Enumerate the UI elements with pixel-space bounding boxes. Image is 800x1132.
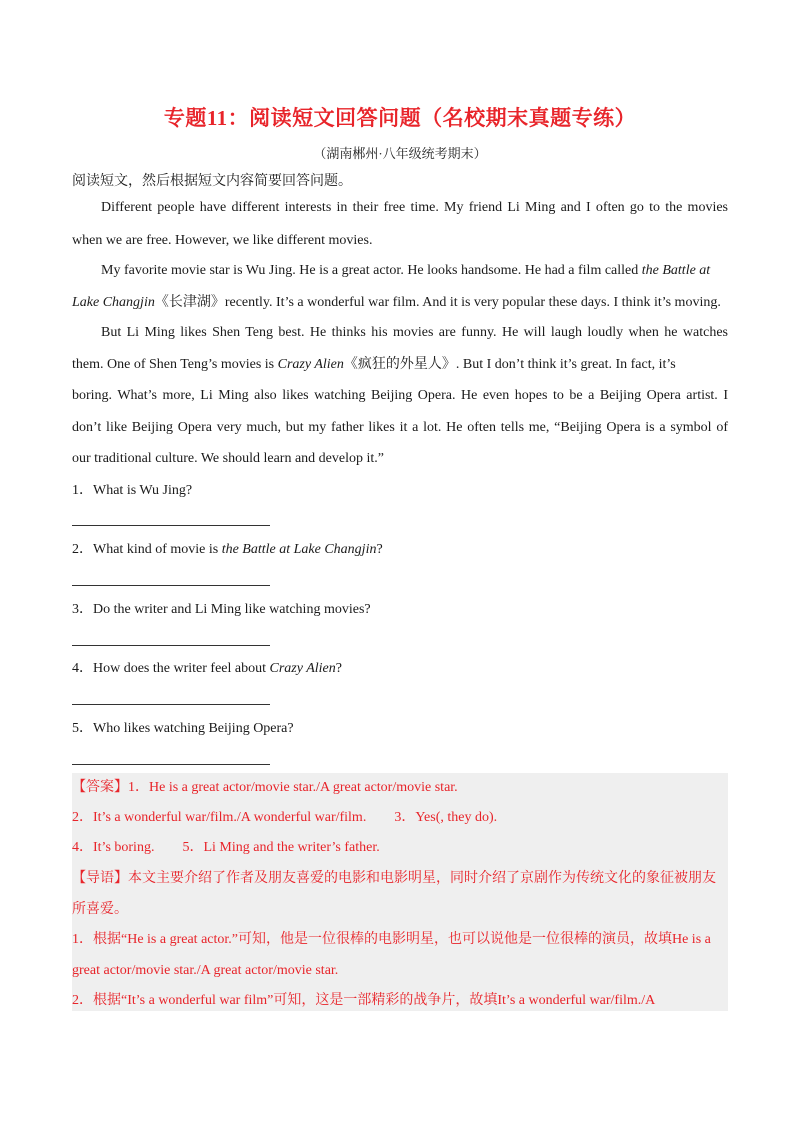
guide-label: 【导语】 (72, 871, 128, 886)
passage-line: our traditional culture. We should learn and develop it.” (72, 451, 384, 466)
answer-2: 2．It’s a wonderful war/film./A wonderful war/film. (72, 810, 367, 825)
question-4 (72, 659, 342, 679)
question-2 (72, 540, 383, 560)
answer-line (72, 778, 458, 798)
answer-blank-5[interactable] (72, 764, 270, 765)
passage-text: 《疯狂的外星人》. But I don’t think it’s great. In fact, it’s (343, 357, 676, 372)
passage-line (101, 261, 710, 281)
answer-blank-2[interactable] (72, 585, 270, 586)
question-text: 2．What kind of movie is (72, 542, 222, 557)
passage-text: them. One of Shen Teng’s movies is (72, 357, 278, 372)
answer-line (72, 838, 380, 858)
answer-line (72, 808, 497, 828)
film-title: the Battle at (641, 263, 711, 278)
answer-blank-1[interactable] (72, 525, 270, 526)
guide-text: 本文主要介绍了作者及朋友喜爱的电影和电影明星，同时介绍了京剧作为传统文化的象征被朋友 (128, 871, 716, 886)
passage-line: But Li Ming likes Shen Teng best. He thinks his movies are funny. He will laugh loudly when he watches (101, 325, 728, 340)
explanation-line: 1．根据“He is a great actor.”可知，他是一位很棒的电影明星，也可以说他是一位很棒的演员，故填He is a (72, 932, 711, 947)
answer-1: 1．He is a great actor/movie star./A great actor/movie star. (128, 780, 458, 795)
page-title: 专题11：阅读短文回答问题（名校期末真题专练） (163, 106, 637, 130)
answer-blank-4[interactable] (72, 704, 270, 705)
passage-line: when we are free. However, we like different movies. (72, 233, 373, 248)
question-5: 5．Who likes watching Beijing Opera? (72, 721, 294, 736)
film-title: the Battle at Lake Changjin (221, 542, 377, 557)
film-title: Crazy Alien (277, 357, 344, 372)
question-text: ? (335, 661, 342, 676)
source-note: （湖南郴州·八年级统考期末） (313, 146, 487, 161)
passage-text: My favorite movie star is Wu Jing. He is a great actor. He looks handsome. He had a film called (101, 263, 642, 278)
answer-label: 【答案】 (72, 780, 128, 795)
passage-line (72, 293, 721, 313)
passage-line: boring. What’s more, Li Ming also likes watching Beijing Opera. He even hopes to be a Beijing Opera artist. I (72, 388, 728, 403)
film-title: Crazy Alien (269, 661, 336, 676)
question-3: 3．Do the writer and Li Ming like watching movies? (72, 602, 371, 617)
passage-text: 《长津湖》recently. It’s a wonderful war film. And it is very popular these days. I think it’s moving. (154, 295, 721, 310)
guide-line: 所喜爱。 (72, 902, 128, 917)
passage-line (72, 355, 676, 375)
passage-line: don’t like Beijing Opera very much, but my father likes it a lot. He often tells me, “Beijing Opera is a symbol of (72, 420, 728, 435)
question-1: 1．What is Wu Jing? (72, 483, 193, 498)
answer-4: 4．It’s boring. (72, 840, 155, 855)
answer-blank-3[interactable] (72, 645, 270, 646)
instruction-text: 阅读短文，然后根据短文内容简要回答问题。 (72, 174, 352, 189)
answer-3: 3．Yes(, they do). (394, 810, 498, 825)
guide-line (72, 869, 716, 889)
answer-5: 5．Li Ming and the writer’s father. (182, 840, 380, 855)
film-title: Lake Changjin (72, 295, 155, 310)
passage-line: Different people have different interests in their free time. My friend Li Ming and I often go to the movies (101, 200, 728, 215)
explanation-line: 2．根据“It’s a wonderful war film”可知，这是一部精彩的战争片，故填It’s a wonderful war/film./A (72, 993, 656, 1008)
explanation-line: great actor/movie star./A great actor/movie star. (72, 963, 339, 978)
question-text: ? (376, 542, 383, 557)
question-text: 4．How does the writer feel about (72, 661, 270, 676)
